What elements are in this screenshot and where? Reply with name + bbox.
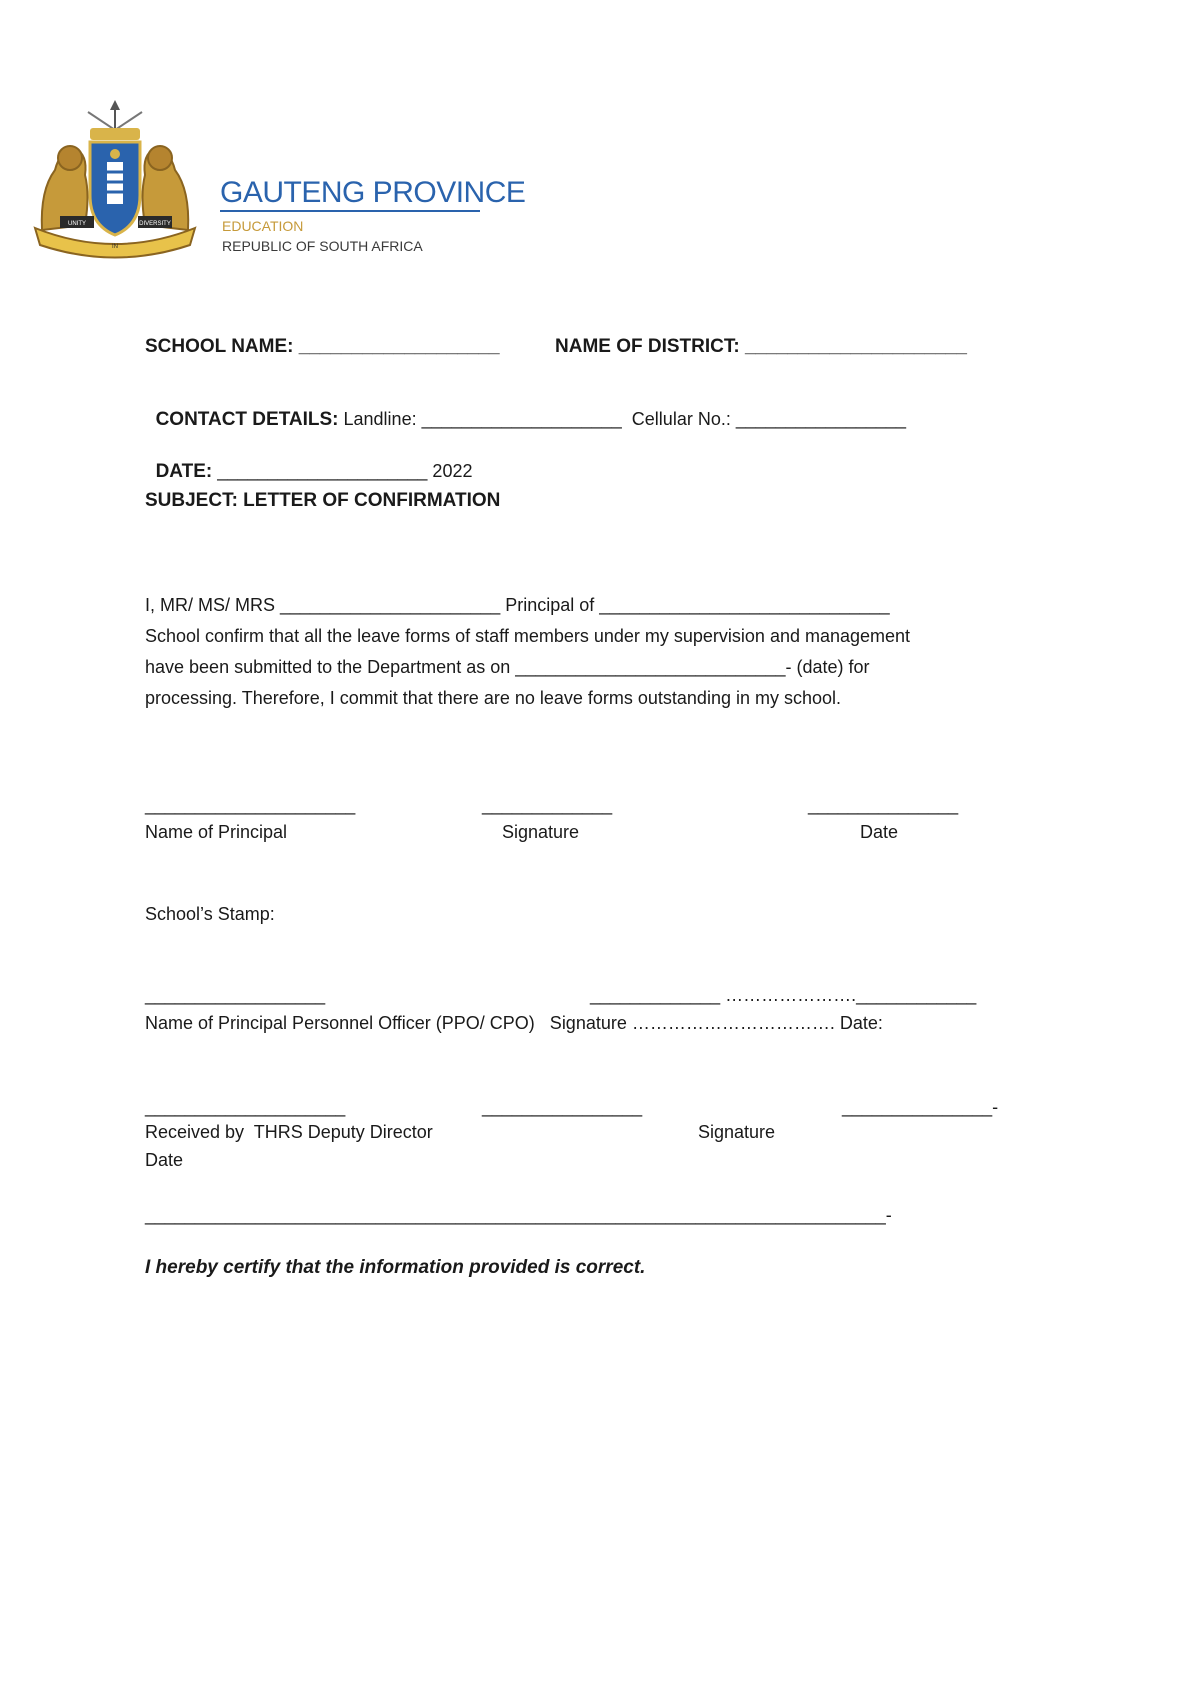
motto-right: DIVERSITY	[139, 221, 171, 227]
thrs-received-label: Received by THRS Deputy Director	[145, 1122, 433, 1142]
principal-date-label: Date	[860, 822, 899, 842]
date-label: DATE:	[155, 461, 213, 482]
principal-signature-line: _____________	[482, 795, 613, 815]
body-line-2: School confirm that all the leave forms of staff members under my supervision and management	[145, 626, 911, 646]
coat-of-arms-icon	[30, 100, 200, 260]
contact-fields: Landline: ____________________ Cellular No.: _________________	[338, 409, 907, 429]
motto-mid: IN	[112, 244, 118, 250]
ppo-name-line: __________________	[145, 985, 326, 1005]
school-name-field: SCHOOL NAME: ___________________	[145, 336, 500, 357]
body-line-1: I, MR/ MS/ MRS ______________________ Principal of _____________________________	[145, 595, 890, 615]
thrs-date-line: _______________-	[842, 1097, 999, 1117]
date-field: _____________________ 2022	[212, 461, 473, 481]
separator-line: __________________________________________________________________________-	[145, 1205, 892, 1225]
ppo-label: Name of Principal Personnel Officer (PPO/ CPO) Signature ……………………………. Date:	[145, 1013, 883, 1033]
date-row	[145, 439, 472, 483]
thrs-date-label: Date	[145, 1150, 184, 1170]
principal-name-label: Name of Principal	[145, 822, 288, 842]
thrs-name-line: ____________________	[145, 1097, 346, 1117]
principal-name-line: _____________________	[145, 795, 356, 815]
principal-date-line: _______________	[808, 795, 959, 815]
logo	[30, 100, 526, 260]
thrs-signature-label: Signature	[698, 1122, 776, 1142]
body-line-4: processing. Therefore, I commit that there are no leave forms outstanding in my school.	[145, 688, 842, 708]
logo-rule	[220, 210, 480, 212]
thrs-signature-line: ________________	[482, 1097, 643, 1117]
district-field: NAME OF DISTRICT: _____________________	[555, 336, 967, 357]
school-stamp-label: School’s Stamp:	[145, 904, 275, 924]
logo-title: GAUTENG PROVINCE	[220, 176, 526, 209]
logo-subtitle: EDUCATION	[222, 218, 304, 234]
logo-country: REPUBLIC OF SOUTH AFRICA	[222, 238, 423, 254]
contact-details-row	[145, 387, 906, 431]
body-line-3: have been submitted to the Department as on ___________________________- (date) for	[145, 657, 870, 677]
motto-left: UNITY	[68, 221, 86, 227]
principal-signature-label: Signature	[502, 822, 580, 842]
contact-label: CONTACT DETAILS:	[155, 409, 339, 430]
subject-line: SUBJECT: LETTER OF CONFIRMATION	[145, 490, 501, 511]
ppo-signature-line: _____________ ………………….____________	[590, 985, 977, 1005]
certification-statement: I hereby certify that the information provided is correct.	[145, 1257, 646, 1278]
